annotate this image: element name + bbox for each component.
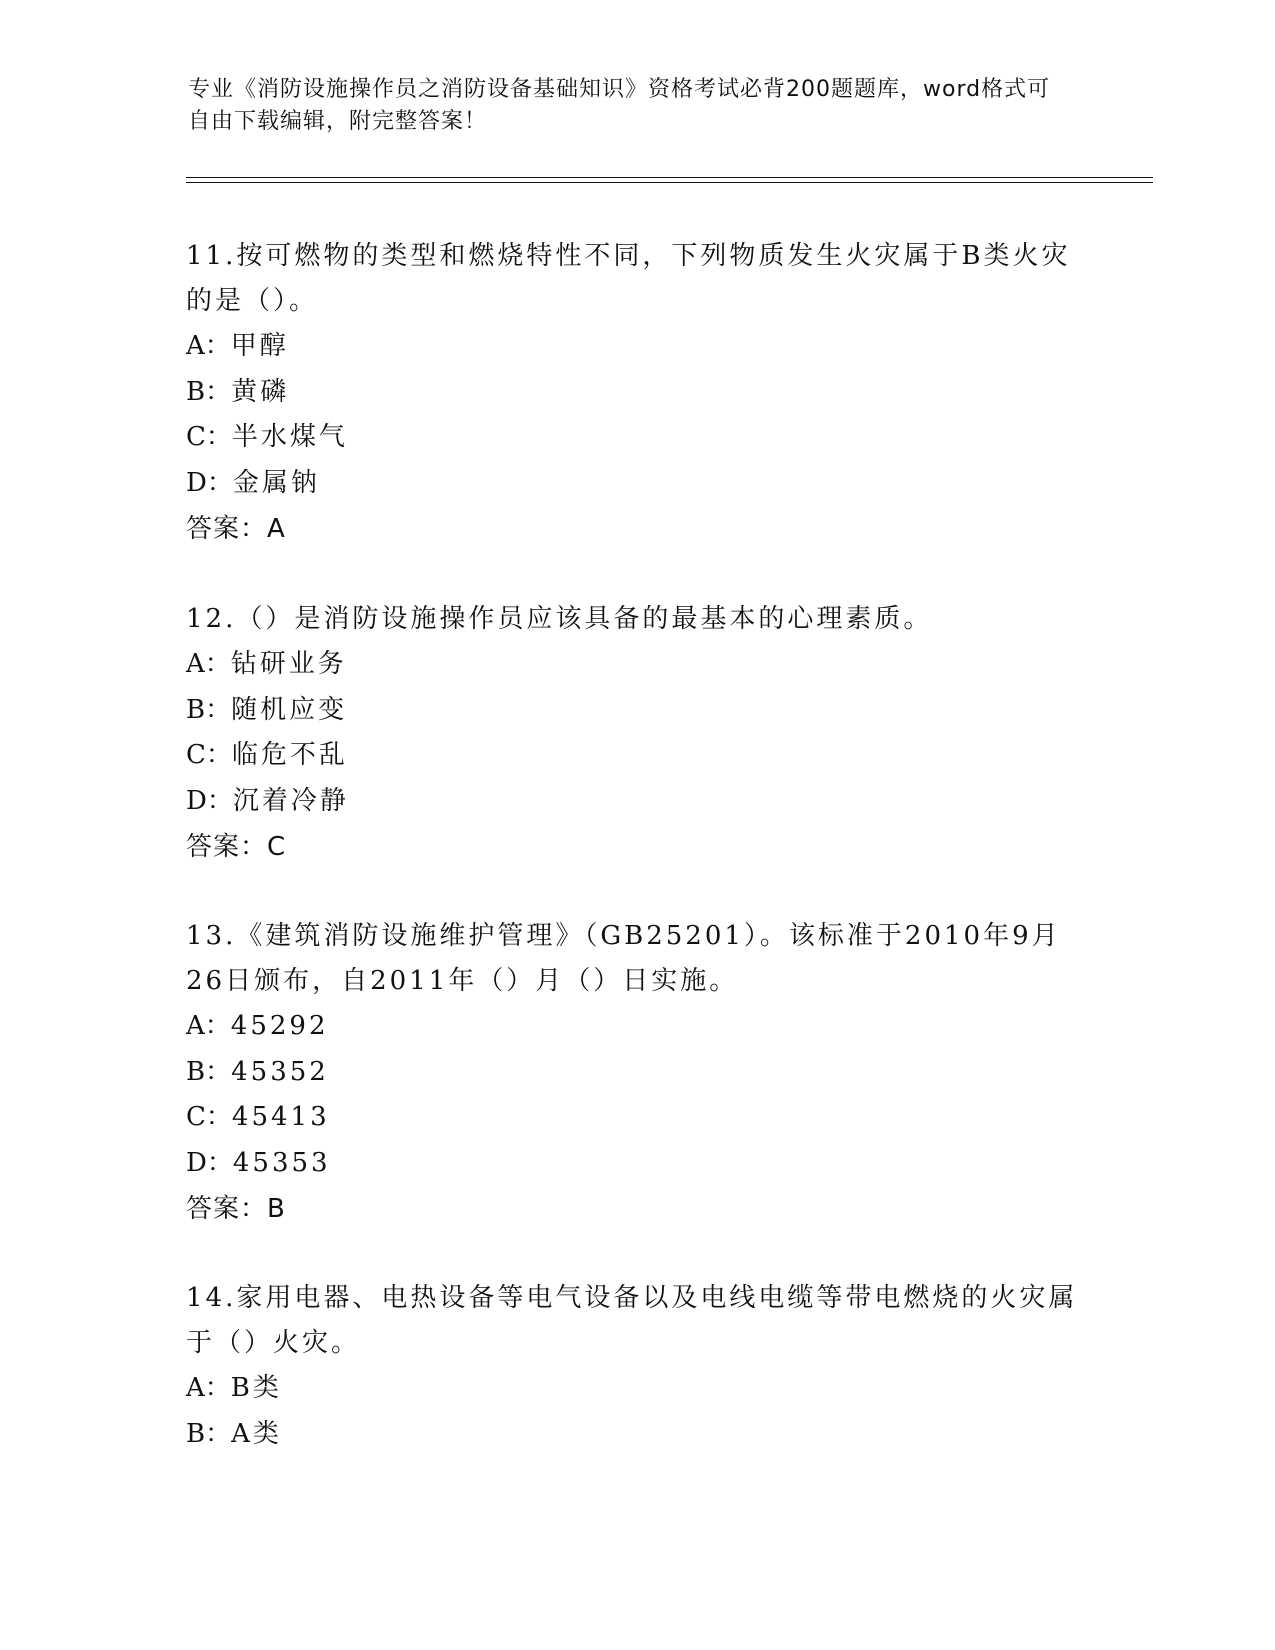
- option-b: [186, 370, 1086, 416]
- option-d: [186, 1141, 1086, 1187]
- option-b: [186, 1050, 1086, 1096]
- option-letter: D：: [186, 785, 233, 816]
- option-d: [186, 779, 1086, 825]
- option-text: 45352: [231, 1056, 329, 1087]
- option-c: [186, 415, 1086, 461]
- question-12: [186, 597, 1086, 870]
- option-b: [186, 688, 1086, 734]
- option-text: 黄磷: [231, 376, 290, 407]
- option-letter: A：: [186, 1011, 231, 1041]
- option-text: B类: [230, 1373, 282, 1403]
- option-letter: B：: [186, 1418, 232, 1449]
- option-text: 临危不乱: [231, 740, 348, 770]
- option-text: 45413: [231, 1102, 330, 1132]
- question-stem: 13.《建筑消防设施维护管理》（GB25201）。该标准于2010年9月26日颁布，自2011年（）月（）日实施。: [186, 921, 1061, 996]
- option-a: [186, 1366, 1086, 1412]
- option-letter: C：: [186, 740, 232, 770]
- answer-line: 答案：C: [186, 832, 287, 862]
- option-letter: A：: [186, 649, 231, 679]
- option-letter: D：: [186, 1147, 233, 1178]
- option-text: 随机应变: [231, 694, 348, 725]
- option-letter: B：: [186, 694, 232, 725]
- option-letter: C：: [186, 1102, 232, 1132]
- header-divider-top: [186, 177, 1153, 178]
- option-c: [186, 1095, 1086, 1141]
- option-text: 甲醇: [230, 331, 289, 361]
- option-c: [186, 733, 1086, 779]
- document-header-text: 专业《消防设施操作员之消防设备基础知识》资格考试必背200题题库，word格式可自由下载编辑，附完整答案！: [188, 77, 1051, 134]
- option-text: 45353: [232, 1147, 331, 1178]
- option-letter: C：: [186, 422, 232, 452]
- option-letter: B：: [186, 376, 232, 407]
- option-text: 45292: [230, 1011, 329, 1041]
- answer-line: 答案：A: [186, 514, 286, 544]
- question-stem: 14.家用电器、电热设备等电气设备以及电线电缆等带电燃烧的火灾属于（）火灾。: [186, 1283, 1078, 1358]
- option-d: [186, 461, 1086, 507]
- option-text: 金属钠: [232, 467, 320, 498]
- question-11: [186, 234, 1086, 552]
- option-text: 半水煤气: [231, 422, 348, 452]
- option-text: A类: [231, 1418, 282, 1449]
- option-text: 钻研业务: [230, 649, 347, 679]
- question-stem: 12.（）是消防设施操作员应该具备的最基本的心理素质。: [186, 604, 933, 634]
- question-13: [186, 914, 1086, 1232]
- option-letter: A：: [186, 1373, 231, 1403]
- option-text: 沉着冷静: [232, 785, 349, 816]
- option-letter: B：: [186, 1056, 232, 1087]
- question-14: [186, 1276, 1086, 1457]
- option-a: [186, 1004, 1086, 1050]
- header-divider-bottom: [186, 182, 1153, 183]
- question-stem: 11.按可燃物的类型和燃烧特性不同，下列物质发生火灾属于B类火灾的是（）。: [186, 241, 1071, 316]
- option-letter: D：: [186, 467, 233, 498]
- option-a: [186, 324, 1086, 370]
- answer-line: 答案：B: [186, 1194, 286, 1224]
- option-letter: A：: [186, 331, 231, 361]
- option-a: [186, 642, 1086, 688]
- option-b: [186, 1412, 1086, 1458]
